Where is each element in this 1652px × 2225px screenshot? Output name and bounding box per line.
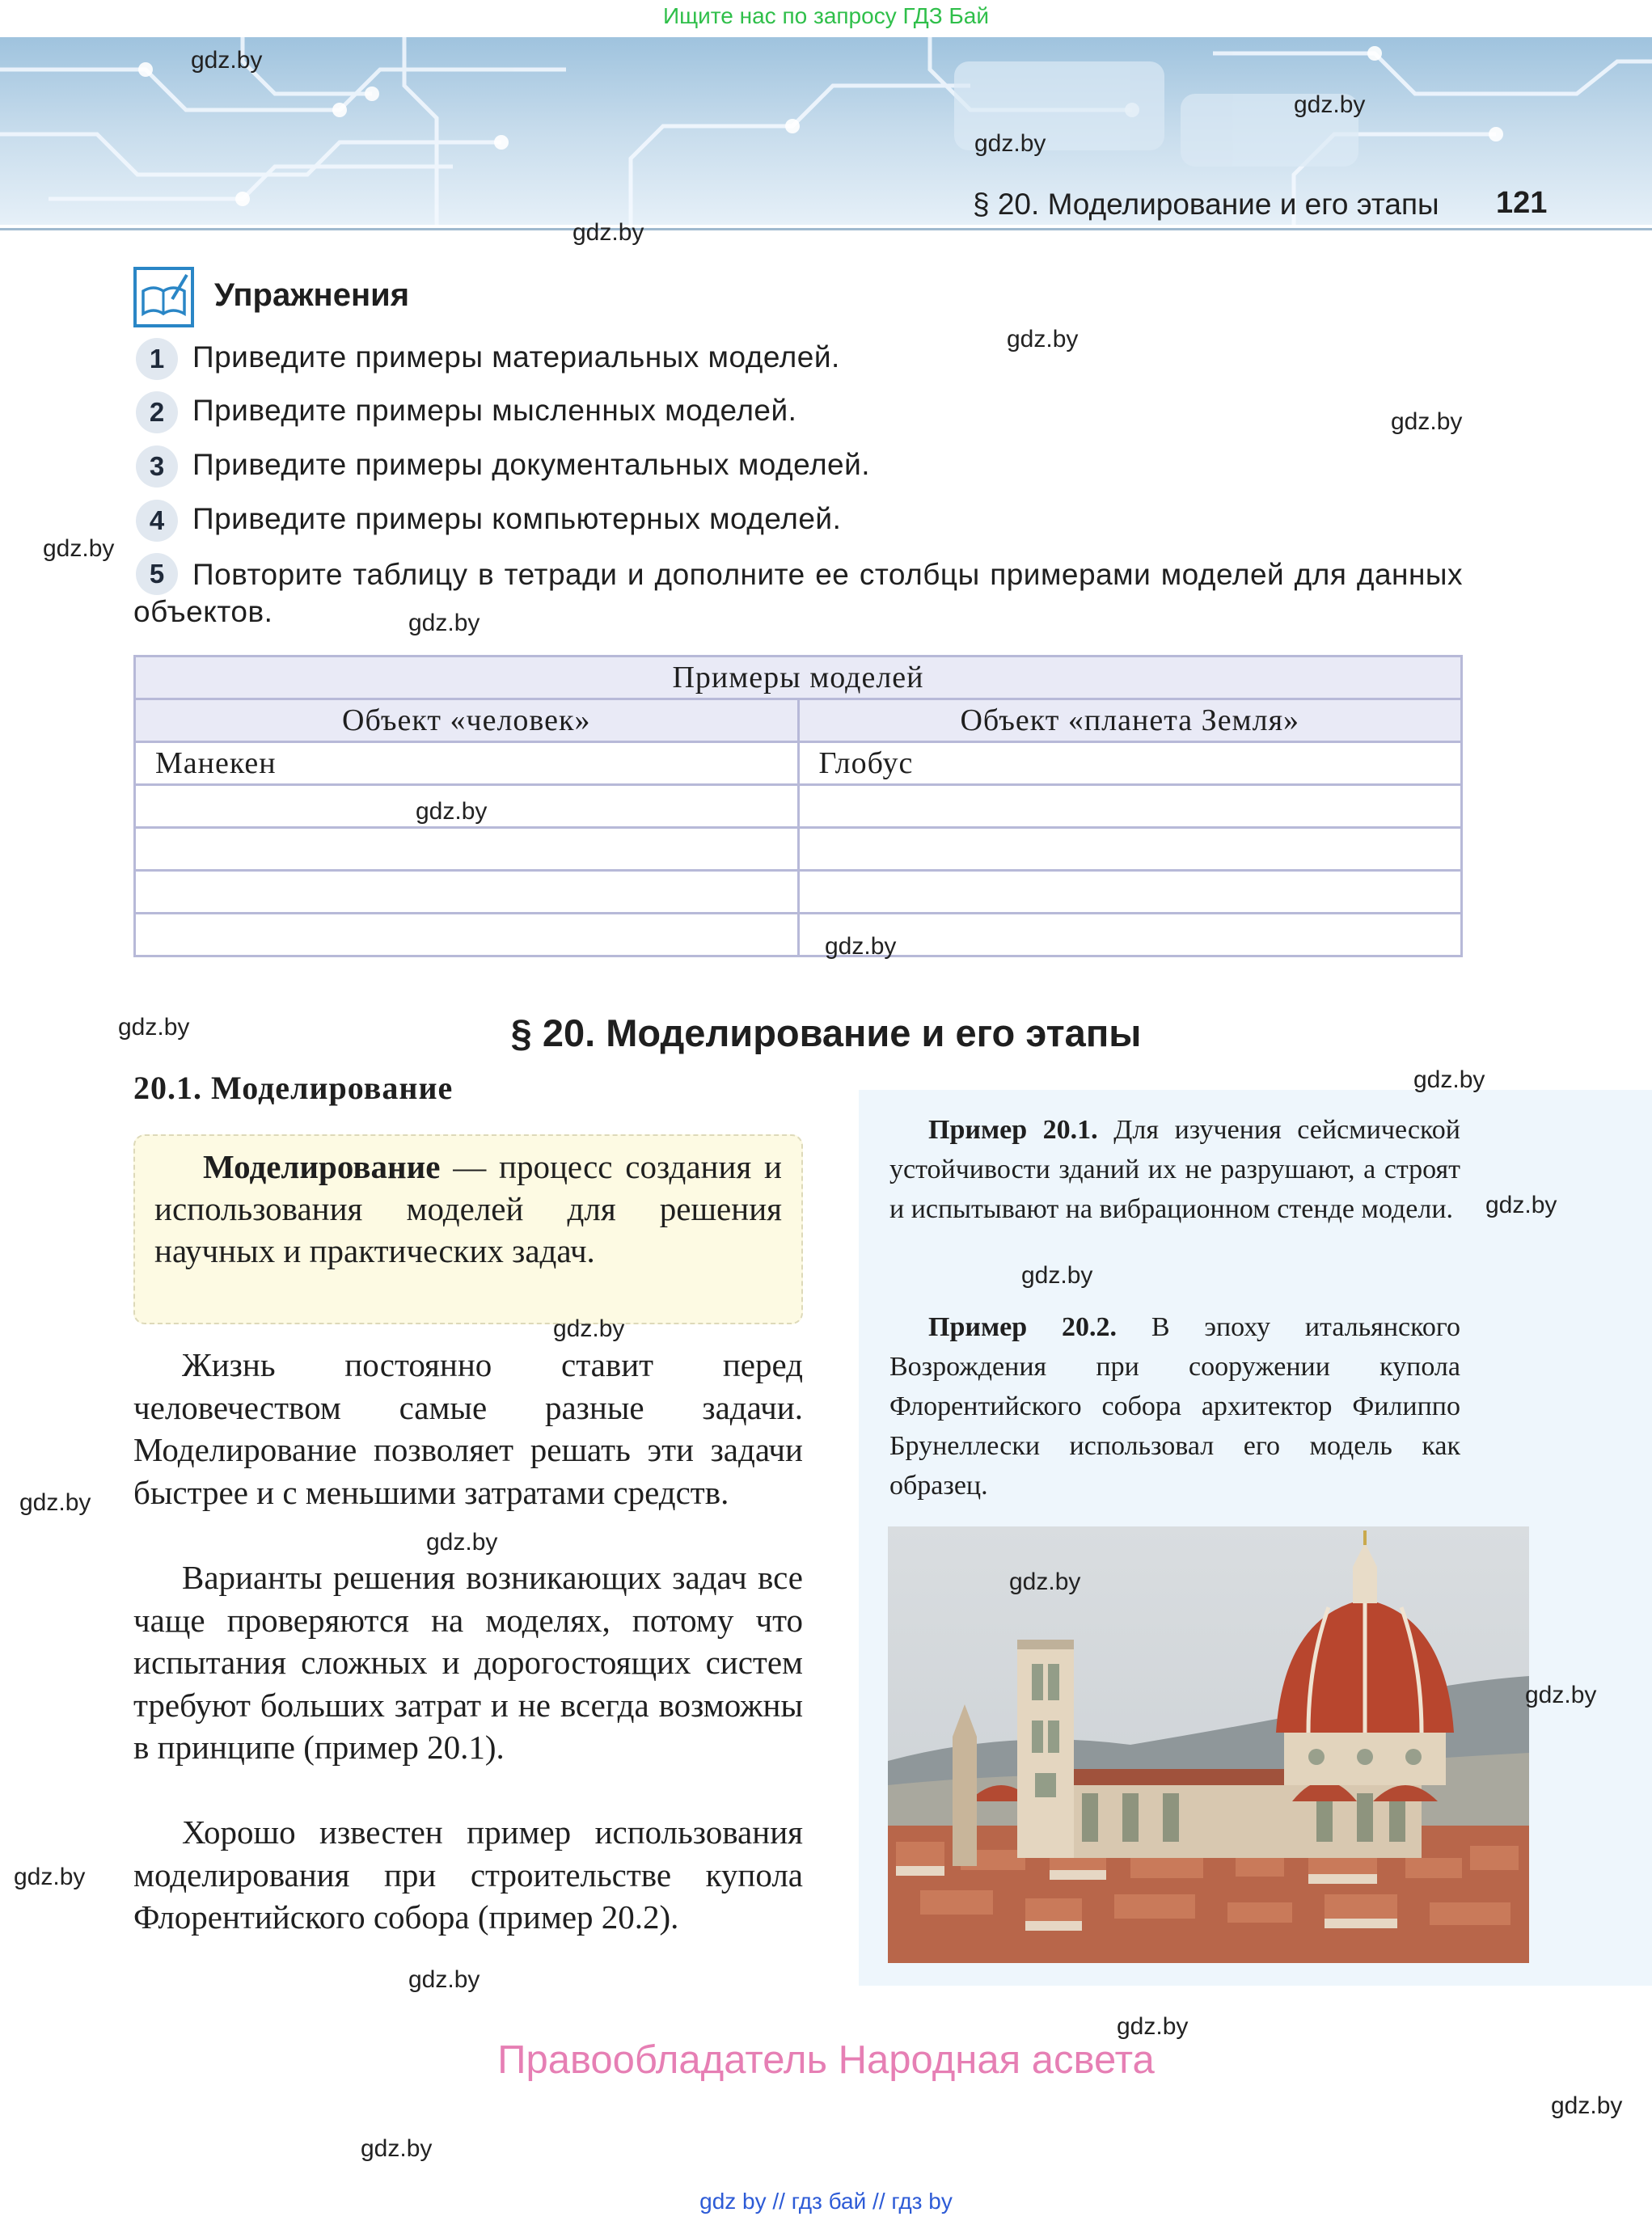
definition-text: — процесс создания и использования моделей для решения научных и практических задач. <box>154 1148 782 1269</box>
table-row <box>135 914 1462 956</box>
body-paragraph: Хорошо известен пример использования моделирования при строительстве купола Флорентийского собора (пример 20.2). <box>133 1813 803 1936</box>
column-header-earth: Объект «планета Земля» <box>798 699 1462 742</box>
florence-cathedral-photo <box>888 1526 1529 1963</box>
page-number: 121 <box>1496 186 1548 220</box>
exercise-number: 1 <box>136 338 178 380</box>
watermark: gdz.by <box>426 1529 498 1556</box>
subsection-title: 20.1. Моделирование <box>133 1070 454 1106</box>
watermark: gdz.by <box>1021 1262 1093 1289</box>
exercise-number: 3 <box>136 445 178 488</box>
top-promo-link[interactable]: Ищите нас по запросу ГДЗ Бай <box>662 3 990 28</box>
open-book-pencil-icon <box>133 267 194 327</box>
example-paragraph: Пример 20.2. В эпоху итальянского Возрождения при сооружении купола Флорентийского собора архитектор Филиппо Брунеллески использовал его модель как образец. <box>889 1312 1460 1501</box>
watermark: gdz.by <box>553 1315 625 1342</box>
models-table <box>133 655 1463 957</box>
watermark: gdz.by <box>408 1966 480 1993</box>
watermark: gdz.by <box>572 219 644 246</box>
column-header-human: Объект «человек» <box>135 699 799 742</box>
exercise-text: Повторите таблицу в тетради и дополните ее столбцы примерами моделей для данных объектов. <box>133 558 1463 628</box>
watermark: gdz.by <box>1485 1192 1557 1218</box>
watermark: gdz.by <box>1117 2013 1189 2040</box>
definition-box <box>133 1134 803 1324</box>
exercise-number: 4 <box>136 500 178 542</box>
watermark: gdz.by <box>408 610 480 636</box>
section-title: § 20. Моделирование и его этапы <box>510 1011 1142 1054</box>
exercises-heading: Упражнения <box>214 277 410 313</box>
watermark: gdz.by <box>1294 91 1366 118</box>
table-row <box>135 742 1462 785</box>
table-cell <box>798 785 1462 828</box>
table-caption: Примеры моделей <box>135 657 1462 699</box>
table-cell <box>135 871 799 914</box>
footer-links[interactable]: gdz by // гдз бай // гдз by <box>699 2189 953 2214</box>
table-cell <box>798 828 1462 871</box>
header-divider <box>0 228 1652 230</box>
exercise-text: Приведите примеры материальных моделей. <box>192 340 840 374</box>
running-title: § 20. Моделирование и его этапы <box>973 188 1439 221</box>
exercise-number: 2 <box>136 391 178 433</box>
watermark: gdz.by <box>118 1014 190 1041</box>
watermark: gdz.by <box>14 1864 86 1890</box>
table-cell <box>798 871 1462 914</box>
watermark: gdz.by <box>19 1489 91 1516</box>
watermark: gdz.by <box>825 933 897 960</box>
definition-term: Моделирование <box>203 1148 441 1185</box>
exercise-text: Приведите примеры документальных моделей. <box>192 448 871 481</box>
table-row <box>135 871 1462 914</box>
watermark: gdz.by <box>1551 2092 1623 2119</box>
example-paragraph: Пример 20.1. Для изучения сейсмической устойчивости зданий их не разрушают, а строят и испытывают на вибрационном стенде модели. <box>889 1115 1460 1224</box>
watermark: gdz.by <box>1525 1682 1597 1708</box>
watermark: gdz.by <box>416 798 488 825</box>
watermark: gdz.by <box>1391 408 1463 435</box>
exercise-text: Приведите примеры мысленных моделей. <box>192 394 797 427</box>
watermark: gdz.by <box>1009 1568 1081 1595</box>
table-row <box>135 828 1462 871</box>
exercise-number: 5 <box>136 553 178 595</box>
watermark: gdz.by <box>974 130 1046 157</box>
table-cell <box>135 914 799 956</box>
table-row <box>135 785 1462 828</box>
copyright-notice: Правообладатель Народная асвета <box>497 2038 1155 2082</box>
watermark: gdz.by <box>361 2135 433 2162</box>
table-cell: Манекен <box>135 742 799 785</box>
body-paragraph: Варианты решения возникающих задач все чаще проверяются на моделях, потому что испытания сложных и дорогостоящих систем требуют больших затрат и не всегда возможны в принципе (пример 20.1). <box>133 1559 803 1766</box>
watermark: gdz.by <box>1413 1066 1485 1093</box>
watermark: gdz.by <box>191 47 263 74</box>
watermark: gdz.by <box>43 535 115 562</box>
exercise-text: Приведите примеры компьютерных моделей. <box>192 502 842 535</box>
table-cell <box>798 914 1462 956</box>
table-cell: Глобус <box>798 742 1462 785</box>
table-cell <box>135 828 799 871</box>
watermark: gdz.by <box>1007 326 1079 353</box>
body-paragraph: Жизнь постоянно ставит перед человечеством самые разные задачи. Моделирование позволяет решать эти задачи быстрее и с меньшими затратами средств. <box>133 1346 803 1511</box>
